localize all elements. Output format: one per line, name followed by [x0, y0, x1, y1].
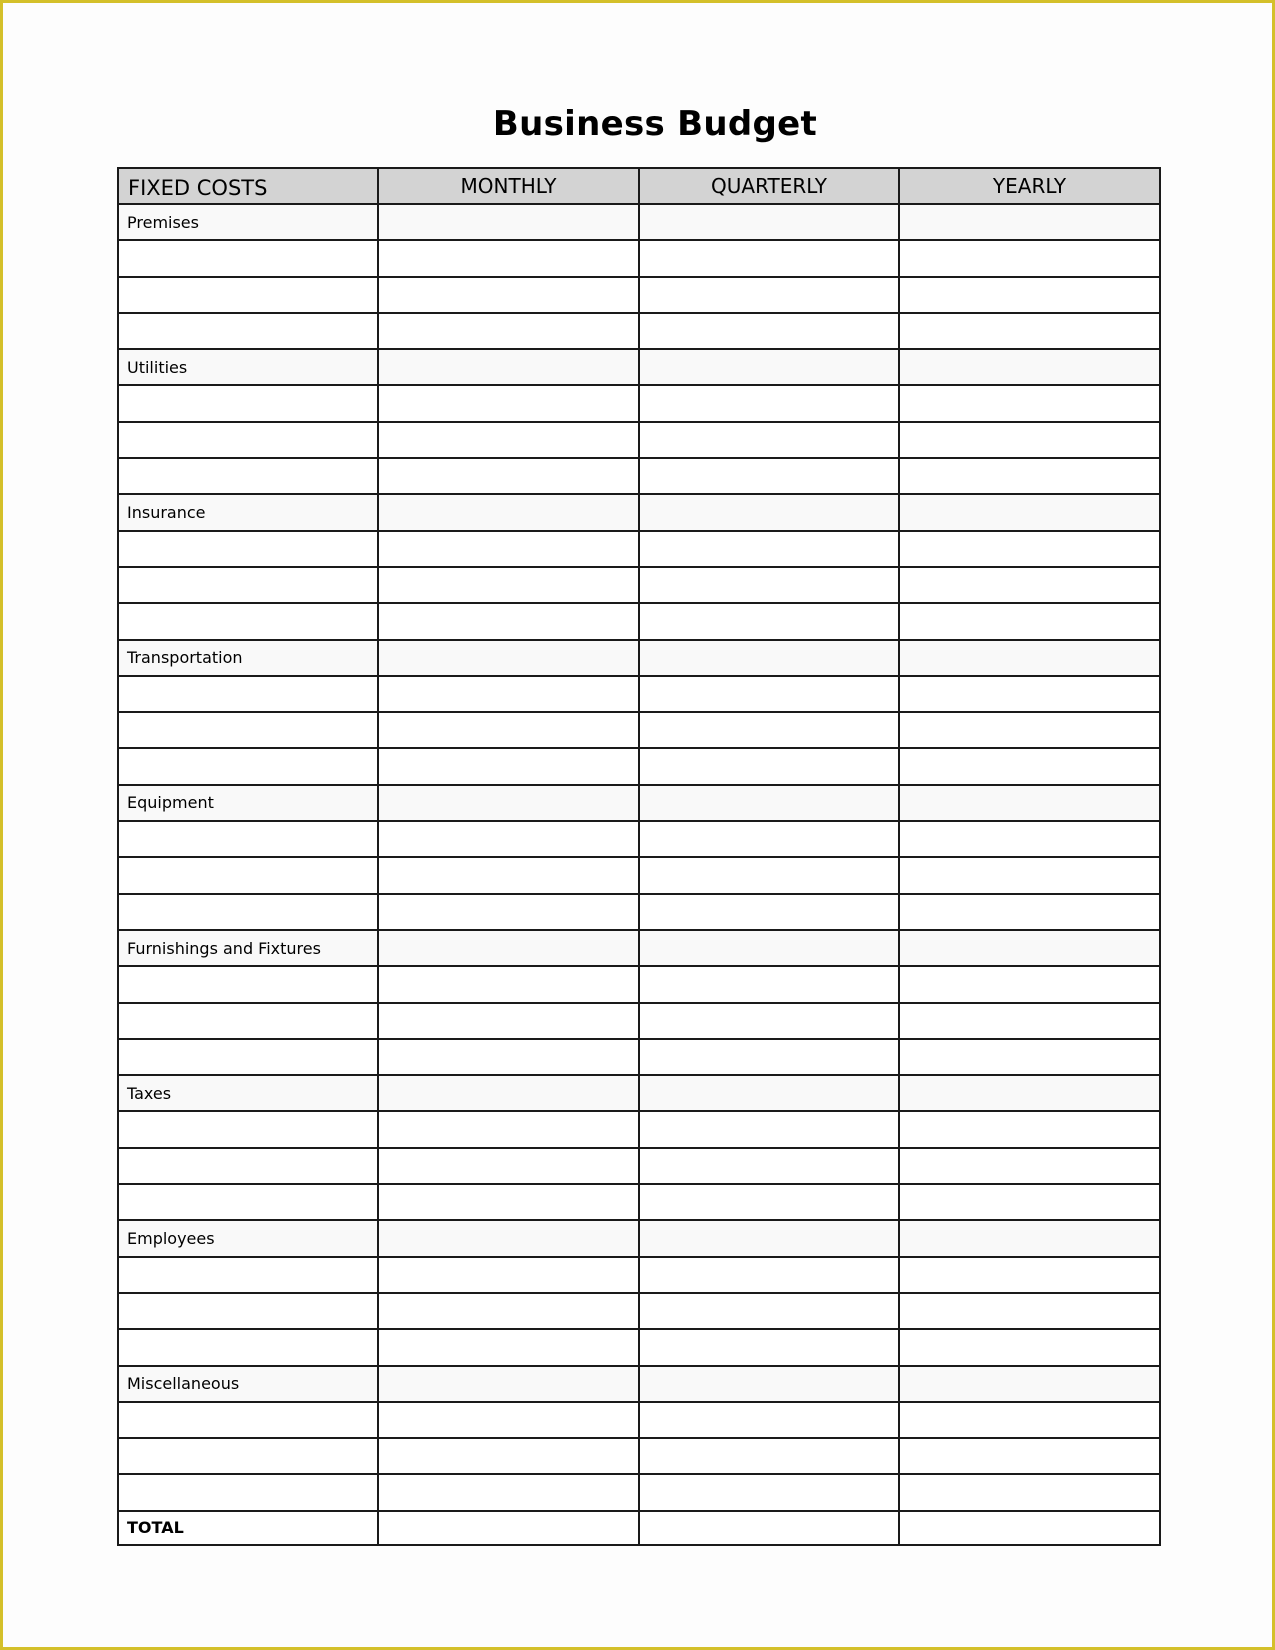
item-quarterly-cell[interactable]: [639, 567, 899, 603]
item-monthly-cell[interactable]: [378, 1039, 639, 1075]
item-quarterly-cell[interactable]: [639, 1257, 899, 1293]
item-yearly-cell[interactable]: [899, 1257, 1160, 1293]
category-label: Furnishings and Fixtures: [118, 930, 378, 966]
item-label-cell[interactable]: [118, 712, 378, 748]
category-quarterly-cell[interactable]: [639, 204, 899, 240]
item-row: [118, 1329, 1160, 1365]
category-quarterly-cell[interactable]: [639, 494, 899, 530]
item-label-cell[interactable]: [118, 1329, 378, 1365]
item-row: [118, 712, 1160, 748]
category-monthly-cell[interactable]: [378, 349, 639, 385]
item-yearly-cell[interactable]: [899, 313, 1160, 349]
item-quarterly-cell[interactable]: [639, 1293, 899, 1329]
item-monthly-cell[interactable]: [378, 1184, 639, 1220]
item-row: [118, 1184, 1160, 1220]
category-monthly-cell[interactable]: [378, 640, 639, 676]
item-quarterly-cell[interactable]: [639, 821, 899, 857]
item-label-cell[interactable]: [118, 1257, 378, 1293]
item-monthly-cell[interactable]: [378, 966, 639, 1002]
item-row: [118, 966, 1160, 1002]
category-label: Transportation: [118, 640, 378, 676]
category-label: Miscellaneous: [118, 1366, 378, 1402]
item-label-cell[interactable]: [118, 676, 378, 712]
budget-body: [118, 204, 1160, 1545]
item-row: [118, 240, 1160, 276]
item-label-cell[interactable]: [118, 1148, 378, 1184]
item-quarterly-cell[interactable]: [639, 1402, 899, 1438]
item-quarterly-cell[interactable]: [639, 712, 899, 748]
item-label-cell[interactable]: [118, 531, 378, 567]
item-monthly-cell[interactable]: [378, 857, 639, 893]
item-label-cell[interactable]: [118, 748, 378, 784]
item-yearly-cell[interactable]: [899, 1148, 1160, 1184]
item-yearly-cell[interactable]: [899, 385, 1160, 421]
item-row: [118, 1474, 1160, 1510]
category-row: [118, 1220, 1160, 1256]
item-label-cell[interactable]: [118, 567, 378, 603]
category-quarterly-cell[interactable]: [639, 930, 899, 966]
item-label-cell[interactable]: [118, 1402, 378, 1438]
item-row: [118, 313, 1160, 349]
item-row: [118, 1003, 1160, 1039]
category-quarterly-cell[interactable]: [639, 349, 899, 385]
item-label-cell[interactable]: [118, 1111, 378, 1147]
item-yearly-cell[interactable]: [899, 712, 1160, 748]
item-yearly-cell[interactable]: [899, 857, 1160, 893]
item-label-cell[interactable]: [118, 458, 378, 494]
category-quarterly-cell[interactable]: [639, 785, 899, 821]
header-yearly: YEARLY: [899, 168, 1160, 204]
header-quarterly: QUARTERLY: [639, 168, 899, 204]
item-quarterly-cell[interactable]: [639, 1003, 899, 1039]
item-row: [118, 567, 1160, 603]
item-quarterly-cell[interactable]: [639, 1148, 899, 1184]
total-yearly-cell[interactable]: [899, 1511, 1160, 1545]
category-label: Taxes: [118, 1075, 378, 1111]
item-row: [118, 1257, 1160, 1293]
category-monthly-cell[interactable]: [378, 1220, 639, 1256]
item-quarterly-cell[interactable]: [639, 966, 899, 1002]
item-label-cell[interactable]: [118, 1293, 378, 1329]
item-monthly-cell[interactable]: [378, 1111, 639, 1147]
category-label: Utilities: [118, 349, 378, 385]
category-label: Premises: [118, 204, 378, 240]
category-yearly-cell[interactable]: [899, 1075, 1160, 1111]
category-row: [118, 1366, 1160, 1402]
category-monthly-cell[interactable]: [378, 1075, 639, 1111]
item-quarterly-cell[interactable]: [639, 857, 899, 893]
item-label-cell[interactable]: [118, 1474, 378, 1510]
item-row: [118, 1293, 1160, 1329]
category-quarterly-cell[interactable]: [639, 1075, 899, 1111]
item-quarterly-cell[interactable]: [639, 277, 899, 313]
item-yearly-cell[interactable]: [899, 676, 1160, 712]
item-label-cell[interactable]: [118, 277, 378, 313]
total-row: [118, 1511, 1160, 1545]
category-yearly-cell[interactable]: [899, 785, 1160, 821]
item-row: [118, 277, 1160, 313]
item-monthly-cell[interactable]: [378, 676, 639, 712]
category-yearly-cell[interactable]: [899, 930, 1160, 966]
category-yearly-cell[interactable]: [899, 1366, 1160, 1402]
item-row: [118, 458, 1160, 494]
item-quarterly-cell[interactable]: [639, 422, 899, 458]
category-monthly-cell[interactable]: [378, 930, 639, 966]
category-yearly-cell[interactable]: [899, 204, 1160, 240]
header-row: [118, 168, 1160, 204]
document-title: Business Budget: [492, 104, 818, 144]
category-row: [118, 204, 1160, 240]
item-yearly-cell[interactable]: [899, 458, 1160, 494]
category-row: [118, 640, 1160, 676]
item-quarterly-cell[interactable]: [639, 531, 899, 567]
category-monthly-cell[interactable]: [378, 1366, 639, 1402]
item-label-cell[interactable]: [118, 966, 378, 1002]
category-label: Equipment: [118, 785, 378, 821]
item-label-cell[interactable]: [118, 422, 378, 458]
item-yearly-cell[interactable]: [899, 1184, 1160, 1220]
item-yearly-cell[interactable]: [899, 1474, 1160, 1510]
category-yearly-cell[interactable]: [899, 640, 1160, 676]
item-monthly-cell[interactable]: [378, 821, 639, 857]
item-quarterly-cell[interactable]: [639, 1039, 899, 1075]
item-row: [118, 422, 1160, 458]
item-row: [118, 603, 1160, 639]
item-row: [118, 1111, 1160, 1147]
total-quarterly-cell[interactable]: [639, 1511, 899, 1545]
item-quarterly-cell[interactable]: [639, 458, 899, 494]
item-monthly-cell[interactable]: [378, 748, 639, 784]
item-yearly-cell[interactable]: [899, 277, 1160, 313]
item-quarterly-cell[interactable]: [639, 1184, 899, 1220]
item-monthly-cell[interactable]: [378, 1257, 639, 1293]
item-monthly-cell[interactable]: [378, 712, 639, 748]
category-monthly-cell[interactable]: [378, 204, 639, 240]
item-yearly-cell[interactable]: [899, 821, 1160, 857]
item-label-cell[interactable]: [118, 1039, 378, 1075]
item-quarterly-cell[interactable]: [639, 1111, 899, 1147]
item-monthly-cell[interactable]: [378, 1148, 639, 1184]
item-label-cell[interactable]: [118, 1184, 378, 1220]
header-fixed-costs: FIXED COSTS: [118, 168, 378, 204]
total-label: TOTAL: [118, 1511, 378, 1545]
item-quarterly-cell[interactable]: [639, 385, 899, 421]
item-label-cell[interactable]: [118, 1438, 378, 1474]
item-yearly-cell[interactable]: [899, 748, 1160, 784]
item-label-cell[interactable]: [118, 821, 378, 857]
category-quarterly-cell[interactable]: [639, 1220, 899, 1256]
item-label-cell[interactable]: [118, 385, 378, 421]
item-monthly-cell[interactable]: [378, 277, 639, 313]
item-monthly-cell[interactable]: [378, 531, 639, 567]
item-label-cell[interactable]: [118, 240, 378, 276]
total-monthly-cell[interactable]: [378, 1511, 639, 1545]
category-yearly-cell[interactable]: [899, 349, 1160, 385]
item-monthly-cell[interactable]: [378, 894, 639, 930]
item-label-cell[interactable]: [118, 313, 378, 349]
item-row: [118, 1039, 1160, 1075]
category-monthly-cell[interactable]: [378, 494, 639, 530]
item-yearly-cell[interactable]: [899, 966, 1160, 1002]
item-monthly-cell[interactable]: [378, 1003, 639, 1039]
item-monthly-cell[interactable]: [378, 603, 639, 639]
item-quarterly-cell[interactable]: [639, 1329, 899, 1365]
item-label-cell[interactable]: [118, 857, 378, 893]
item-monthly-cell[interactable]: [378, 313, 639, 349]
item-label-cell[interactable]: [118, 1003, 378, 1039]
item-yearly-cell[interactable]: [899, 894, 1160, 930]
category-row: [118, 349, 1160, 385]
item-monthly-cell[interactable]: [378, 1329, 639, 1365]
item-yearly-cell[interactable]: [899, 1293, 1160, 1329]
item-quarterly-cell[interactable]: [639, 748, 899, 784]
item-monthly-cell[interactable]: [378, 1438, 639, 1474]
item-quarterly-cell[interactable]: [639, 240, 899, 276]
item-yearly-cell[interactable]: [899, 1111, 1160, 1147]
item-monthly-cell[interactable]: [378, 385, 639, 421]
item-yearly-cell[interactable]: [899, 1039, 1160, 1075]
item-row: [118, 1148, 1160, 1184]
item-row: [118, 1402, 1160, 1438]
item-label-cell[interactable]: [118, 603, 378, 639]
item-row: [118, 531, 1160, 567]
item-yearly-cell[interactable]: [899, 1003, 1160, 1039]
item-monthly-cell[interactable]: [378, 1293, 639, 1329]
category-label: Insurance: [118, 494, 378, 530]
item-yearly-cell[interactable]: [899, 1438, 1160, 1474]
item-yearly-cell[interactable]: [899, 603, 1160, 639]
item-monthly-cell[interactable]: [378, 240, 639, 276]
category-yearly-cell[interactable]: [899, 1220, 1160, 1256]
item-yearly-cell[interactable]: [899, 240, 1160, 276]
category-yearly-cell[interactable]: [899, 494, 1160, 530]
item-label-cell[interactable]: [118, 894, 378, 930]
category-monthly-cell[interactable]: [378, 785, 639, 821]
category-quarterly-cell[interactable]: [639, 1366, 899, 1402]
item-row: [118, 748, 1160, 784]
item-quarterly-cell[interactable]: [639, 1474, 899, 1510]
category-row: [118, 1075, 1160, 1111]
item-row: [118, 676, 1160, 712]
item-row: [118, 385, 1160, 421]
item-row: [118, 857, 1160, 893]
header-monthly: MONTHLY: [378, 168, 639, 204]
item-monthly-cell[interactable]: [378, 1402, 639, 1438]
item-monthly-cell[interactable]: [378, 567, 639, 603]
item-quarterly-cell[interactable]: [639, 894, 899, 930]
item-yearly-cell[interactable]: [899, 1402, 1160, 1438]
item-quarterly-cell[interactable]: [639, 603, 899, 639]
item-monthly-cell[interactable]: [378, 458, 639, 494]
item-row: [118, 821, 1160, 857]
item-quarterly-cell[interactable]: [639, 313, 899, 349]
category-row: [118, 930, 1160, 966]
category-row: [118, 785, 1160, 821]
item-quarterly-cell[interactable]: [639, 676, 899, 712]
item-yearly-cell[interactable]: [899, 531, 1160, 567]
budget-table: [117, 167, 1161, 1546]
item-monthly-cell[interactable]: [378, 1474, 639, 1510]
item-monthly-cell[interactable]: [378, 422, 639, 458]
item-yearly-cell[interactable]: [899, 567, 1160, 603]
category-quarterly-cell[interactable]: [639, 640, 899, 676]
item-yearly-cell[interactable]: [899, 1329, 1160, 1365]
item-row: [118, 894, 1160, 930]
item-row: [118, 1438, 1160, 1474]
item-quarterly-cell[interactable]: [639, 1438, 899, 1474]
item-yearly-cell[interactable]: [899, 422, 1160, 458]
category-row: [118, 494, 1160, 530]
category-label: Employees: [118, 1220, 378, 1256]
